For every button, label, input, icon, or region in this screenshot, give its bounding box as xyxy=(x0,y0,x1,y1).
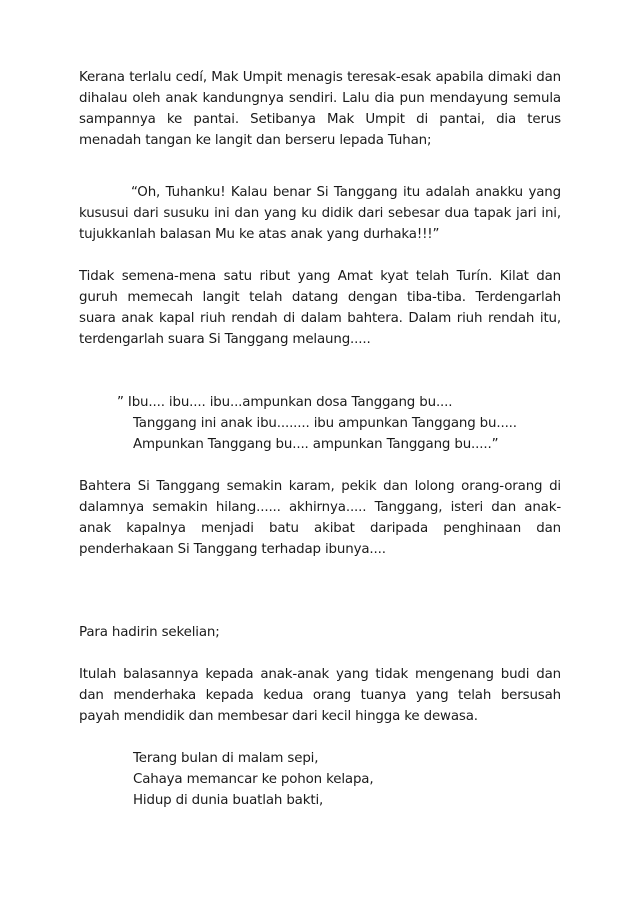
cry-line-3: Ampunkan Tanggang bu.... ampunkan Tanggang bu.....” xyxy=(133,437,499,452)
pantun-line-3: Hidup di dunia buatlah bakti, xyxy=(133,793,324,808)
paragraph-mak-umpit: Kerana terlalu cedí, Mak Umpit menagis teresak-esak apabila dimaki dan dihalau oleh anak kandungnya sendiri. Lalu dia pun mendayung semula sampannya ke pantai. Setibanya Mak Umpit di pantai, dia terus menadah tangan ke langit dan berseru lepada Tuhan; xyxy=(79,70,561,148)
pantun-line-2: Cahaya memancar ke pohon kelapa, xyxy=(133,772,374,787)
paragraph-greeting: Para hadirin sekelian; xyxy=(79,625,220,640)
paragraph-conclusion: Itulah balasannya kepada anak-anak yang tidak mengenang budi dan dan menderhaka kepada kedua orang tuanya yang telah bersusah payah mendidik dan membesar dari kecil hingga ke dewasa. xyxy=(79,667,561,724)
cry-line-1: ” Ibu.... ibu.... ibu...ampunkan dosa Tanggang bu.... xyxy=(117,395,453,410)
pantun-line-1: Terang bulan di malam sepi, xyxy=(133,751,319,766)
paragraph-prayer: “Oh, Tuhanku! Kalau benar Si Tanggang itu adalah anakku yang kususui dari susuku ini dan yang ku didik dari sebesar dua tapak jari ini, tujukkanlah balasan Mu ke atas anak yang durhaka!!!” xyxy=(79,185,561,242)
cry-line-2: Tanggang ini anak ibu........ ibu ampunkan Tanggang bu..... xyxy=(133,416,517,431)
paragraph-karam: Bahtera Si Tanggang semakin karam, pekik dan lolong orang-orang di dalamnya semakin hilang...... akhirnya..... Tanggang, isteri dan anak-anak kapalnya menjadi batu akibat daripada penghinaan dan penderhakaan Si Tanggang terhadap ibunya.... xyxy=(79,479,561,557)
paragraph-storm: Tidak semena-mena satu ribut yang Amat kyat telah Turín. Kilat dan guruh memecah langit telah datang dengan tiba-tiba. Terdengarlah suara anak kapal riuh rendah di dalam bahtera. Dalam riuh rendah itu, terdengarlah suara Si Tanggang melaung..... xyxy=(79,269,561,347)
